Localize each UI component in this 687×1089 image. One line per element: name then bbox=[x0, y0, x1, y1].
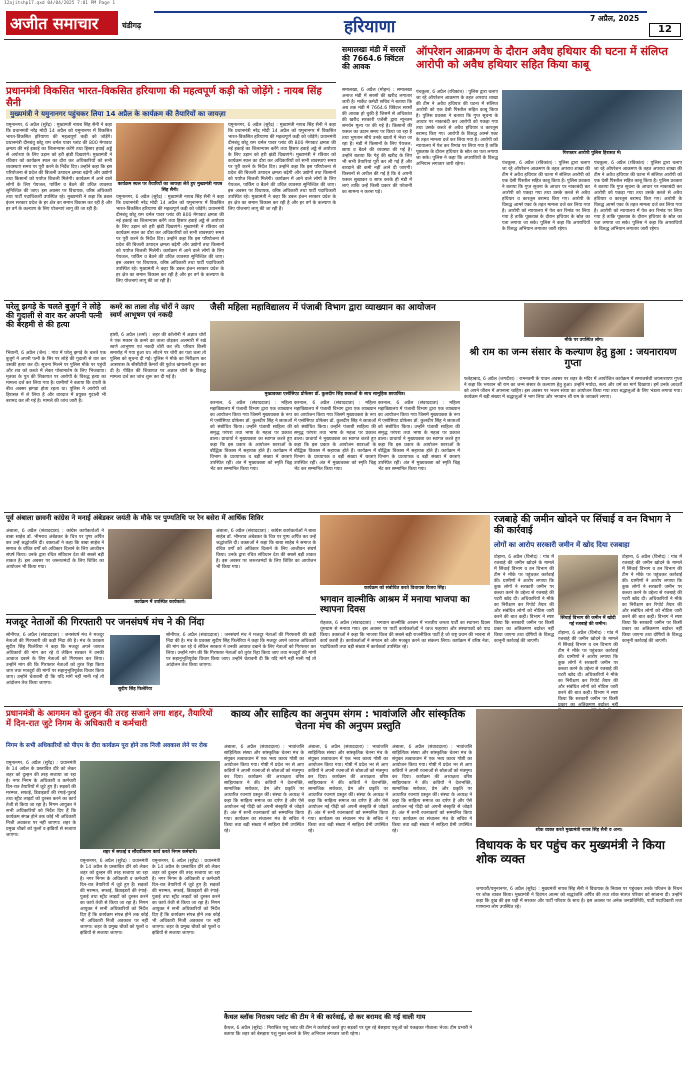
college-story bbox=[210, 303, 460, 508]
shriram-story bbox=[464, 303, 682, 508]
print-slug: 12ajitshp17.qxd 04/04/2025 7:01 PM Page 1 bbox=[4, 1, 116, 6]
pm-visit-body-col3: यमुनानगर, 6 अप्रैल (सुरेंद्र) : प्रधानमंत्री के 14 अप्रैल के प्रस्तावित दौरे को लेकर शहर को दुल्हन की तरह सजाया जा रहा है। नगर निगम के अधिकारी व कर्मचारी दिन-रात तैयारियों में जुटे हुए हैं। सड़कों की मरम्मत, सफाई, डिवाइडरों की रंगाई-पुताई तथा स्ट्रीट लाइटों को दुरुस्त करने का कार्य तेजी से किया जा रहा है। निगम आयुक्त ने सभी अधिकारियों को निर्देश दिए हैं कि कार्यक्रम संपन्न होने तक कोई भी अधिकारी निजी अवकाश पर नहीं जाएगा। शहर के प्रमुख चौकों को फूलों व झंडियों से सजाया जाएगा। bbox=[152, 859, 220, 936]
bjp-story bbox=[320, 515, 490, 702]
pm-visit-photo-caption: शहर में सफाई व सौंदर्यीकरण कार्य करते निगम कर्मचारी। bbox=[80, 850, 220, 857]
divider-row2 bbox=[4, 512, 683, 513]
theft-headline: कमरे का ताला तोड़ चोरों ने उड़ाए स्वर्ण आभूषण एवं नकदी bbox=[110, 303, 195, 320]
land-subhead: लोगों का आरोप सरकारी जमीन में खोद दिया रजबाहा bbox=[494, 541, 630, 549]
masthead bbox=[4, 9, 683, 37]
shriram-headline: श्री राम का जन्म संसार के कल्याण हेतु हुआ : जयनारायण गुप्ता bbox=[469, 347, 677, 370]
land-photo bbox=[558, 555, 618, 615]
page-number: 12 bbox=[649, 23, 681, 37]
murder-story bbox=[6, 303, 106, 508]
poetry-body-col1: अंबाला, 6 अप्रैल (संवाददाता) : भावांजलि साहित्यिक संस्था और सांस्कृतिक चेतना मंच के संयुक्त तत्वावधान में एक भव्य काव्य गोष्ठी का आयोजन किया गया। गोष्ठी में प्रदेश भर से आए कवियों ने अपनी रचनाओं से श्रोताओं को मंत्रमुग्ध कर दिया। कार्यक्रम की अध्यक्षता वरिष्ठ साहित्यकार ने की। कवियों ने देशभक्ति, सामाजिक सरोकार, प्रेम और प्रकृति पर आधारित रचनाएं प्रस्तुत कीं। संस्था के अध्यक्ष ने कहा कि साहित्य समाज का दर्पण है और ऐसे आयोजन नई पीढ़ी को अपनी संस्कृति से जोड़ते हैं। अंत में सभी रचनाकारों को सम्मानित किया गया। कार्यक्रम का संचालन मंच के सचिव ने किया तथा बड़ी संख्या में साहित्य प्रेमी उपस्थित रहे। bbox=[224, 745, 304, 834]
page-date: 7 अप्रैल, 2025 bbox=[590, 14, 640, 23]
ambedkar-headline: पूर्व अंबाला छावनी कांग्रेस ने मनाई अंबेडकर जयंती के मौके पर पुण्यतिथि पर रेन बसेरा में आर्थिक शिविर bbox=[6, 514, 264, 522]
masthead-city: चंडीगढ़ bbox=[122, 21, 142, 30]
cattle-body: कैथल, 6 अप्रैल (सुरेंद्र) : निराश्रित पशु प्लांट की टीम ने कार्रवाई करते हुए सड़कों पर घूम रहे बेसहारा पशुओं को पकड़कर गौशाला भेजा। टीम प्रभारी ने बताया कि शहर को बेसहारा पशु मुक्त बनाने के लिए अभियान लगातार जारी रहेगा। bbox=[224, 1026, 472, 1037]
poetry-headline: काव्य और साहित्य का अनुपम संगम : भावांजलि और सांस्कृतिक चेतना मंच की अनुपम प्रस्तुति bbox=[230, 709, 466, 732]
college-photo-caption: मुख्यवक्ता एसोसिएट प्रोफेसर डॉ. कुलदीप सिंह छात्राओं के साथ सामूहिक छायाचित्र। bbox=[210, 392, 460, 399]
land-body-col1: टोहाना, 6 अप्रैल (विनोद) : गांव में रजबाहे की जमीन खोदने के मामले में सिंचाई विभाग व वन विभाग की टीम ने मौके पर पहुंचकर कार्रवाई की। ग्रामीणों ने आरोप लगाया कि कुछ लोगों ने सरकारी जमीन पर कब्जा करने के उद्देश्य से रजबाहे की पटरी खोद दी। अधिकारियों ने मौके का निरीक्षण कर रिपोर्ट तैयार की और संबंधित लोगों को नोटिस जारी करने की बात कही। विभाग ने स्पष्ट किया कि सरकारी जमीन पर किसी प्रकार का अतिक्रमण बर्दाश्त नहीं किया जाएगा तथा दोषियों के विरुद्ध कानूनी कार्रवाई की जाएगी। bbox=[494, 555, 554, 644]
poetry-story bbox=[224, 709, 472, 1009]
masthead-name: अजीत समाचार bbox=[10, 14, 99, 33]
pm-visit-photo bbox=[80, 761, 220, 849]
bjp-photo bbox=[320, 515, 490, 585]
labour-photo bbox=[110, 635, 160, 685]
college-headline: जैसी महिला महाविद्यालय में पंजाबी विभाग द्वारा व्याख्यान का आयोजन bbox=[210, 303, 436, 313]
bjp-body: रोहतक, 6 अप्रैल (संवाददाता) : भगवान वाल्मीकि आश्रम में भारतीय जनता पार्टी का स्थापना दिवस धूमधाम से मनाया गया। इस अवसर पर पार्टी कार्यकर्ताओं ने ध्वज फहराया और संस्थापकों को याद किया। वक्ताओं ने कहा कि भाजपा विश्व की सबसे बड़ी राजनीतिक पार्टी है जो राष्ट्र प्रथम की भावना से कार्य करती है। कार्यकर्ताओं ने संगठन को और मजबूत करने का संकल्प लिया। कार्यक्रम में वरिष्ठ नेता, पदाधिकारी तथा बड़ी संख्या में कार्यकर्ता उपस्थित रहे। bbox=[320, 621, 490, 650]
labour-body-col2: सोनीपत, 6 अप्रैल (संवाददाता) : जनसंघर्ष मंच ने मजदूर नेताओं की गिरफ्तारी की कड़ी निंदा की है। मंच के प्रवक्ता सुदीप सिंह फिलेरिया ने कहा कि मजदूर अपने जायज अधिकारों की मांग कर रहे थे लेकिन सरकार ने उनकी आवाज दबाने के लिए नेताओं को गिरफ्तार कर लिया। उन्होंने मांग की कि गिरफ्तार नेताओं को तुरंत रिहा किया जाए तथा मजदूरों की मांगों पर सहानुभूतिपूर्वक विचार किया जाए। उन्होंने चेतावनी दी कि यदि मांगें नहीं मानी गईं तो आंदोलन तेज किया जाएगा। bbox=[166, 633, 316, 668]
ambedkar-body-col1: अंबाला, 6 अप्रैल (संवाददाता) : कांग्रेस कार्यकर्ताओं ने बाबा साहेब डॉ. भीमराव अंबेडकर के चित्र पर पुष्प अर्पित कर उन्हें श्रद्धांजलि दी। वक्ताओं ने कहा कि बाबा साहेब ने समाज के वंचित वर्गों को अधिकार दिलाने के लिए आजीवन संघर्ष किया। उनके द्वारा रचित संविधान देश की सबसे बड़ी ताकत है। इस अवसर पर जरूरतमंदों के लिए शिविर का आयोजन भी किया गया। bbox=[6, 529, 104, 570]
college-body-col2: करनाल, 6 अप्रैल (संवाददाता) : महिला महाविद्यालय में पंजाबी विभाग द्वारा एक व्याख्यान का आयोजन किया गया जिसमें मुख्यवक्ता के रूप में एसोसिएट प्रोफेसर डॉ. कुलदीप सिंह ने छात्राओं को संबोधित किया। उन्होंने पंजाबी साहित्य की समृद्ध परंपरा तथा भाषा के महत्व पर प्रकाश डाला। प्राचार्या ने मुख्यवक्ता का स्वागत करते हुए कहा कि इस प्रकार के आयोजन छात्राओं के बौद्धिक विकास में सहायक होते हैं। कार्यक्रम में विभाग के प्राध्यापक व बड़ी संख्या में छात्राएं उपस्थित रहीं। अंत में मुख्यवक्ता को स्मृति चिह्न भेंट कर सम्मानित किया गया। bbox=[294, 401, 376, 472]
shriram-body: फतेहाबाद, 6 अप्रैल (जगदीश) : रामनवमी के पावन अवसर पर शहर के मंदिर में आयोजित कार्यक्रम में समाजसेवी जयनारायण गुप्ता ने कहा कि भगवान श्री राम का जन्म संसार के कल्याण हेतु हुआ। उन्होंने मर्यादा, सत्य और धर्म का मार्ग दिखाया। हमें उनके आदर्शों को अपने जीवन में अपनाना चाहिए। इस अवसर पर भजन संध्या का आयोजन किया गया तथा श्रद्धालुओं के लिए भंडारा लगाया गया। कार्यक्रम में बड़ी संख्या में श्रद्धालुओं ने भाग लिया और भगवान श्री राम के जयकारे लगाए। bbox=[464, 377, 682, 400]
college-photo bbox=[210, 321, 460, 391]
pm-visit-body-col2: यमुनानगर, 6 अप्रैल (सुरेंद्र) : प्रधानमंत्री के 14 अप्रैल के प्रस्तावित दौरे को लेकर शहर को दुल्हन की तरह सजाया जा रहा है। नगर निगम के अधिकारी व कर्मचारी दिन-रात तैयारियों में जुटे हुए हैं। सड़कों की मरम्मत, सफाई, डिवाइडरों की रंगाई-पुताई तथा स्ट्रीट लाइटों को दुरुस्त करने का कार्य तेजी से किया जा रहा है। निगम आयुक्त ने सभी अधिकारियों को निर्देश दिए हैं कि कार्यक्रम संपन्न होने तक कोई भी अधिकारी निजी अवकाश पर नहीं जाएगा। शहर के प्रमुख चौकों को फूलों व झंडियों से सजाया जाएगा। bbox=[80, 859, 148, 936]
mla-photo-caption: शोक व्यक्त करते मुख्यमंत्री नायब सिंह सैनी व अन्य। bbox=[476, 828, 682, 835]
crime-photo-caption: गिरफ्तार आरोपी पुलिस हिरासत में। bbox=[502, 151, 682, 159]
mandi-body: समालखा, 6 अप्रैल (मोहन) : समालखा अनाज मंडी में सरसों की खरीद लगातार जारी है। मार्केट कमेटी सचिव ने बताया कि अब तक मंडी में 7664.6 क्विंटल सरसों की आवक हो चुकी है जिसमें से अधिकांश की खरीद सरकारी एजेंसी द्वारा न्यूनतम समर्थन मूल्य पर की गई है। किसानों की फसल का उठान समय पर किया जा रहा है तथा भुगतान सीधे उनके खातों में भेजा जा रहा है। मंडी में किसानों के लिए पेयजल, छाया व बैठने की व्यवस्था की गई है। उन्होंने बताया कि गेहूं की खरीद के लिए भी सभी तैयारियां पूरी कर ली गई हैं और बारदाने की कमी नहीं आने दी जाएगी। किसानों से अपील की गई है कि वे अपनी फसल सुखाकर व साफ करके ही मंडी में लाएं ताकि उन्हें किसी प्रकार की परेशानी का सामना न करना पड़े। bbox=[342, 88, 412, 195]
murder-headline: घरेलू झगड़े के चलते बुजुर्ग ने लोहे की गुदाली से वार कर अपनी पत्नी की बेरहमी से की हत्या bbox=[6, 302, 103, 329]
land-story bbox=[494, 515, 682, 702]
mla-body: जगाधरी/यमुनानगर, 6 अप्रैल (सुरेंद्र) : मुख्यमंत्री नायब सिंह सैनी ने विधायक के निवास पर पहुंचकर उनके परिजन के निधन पर शोक व्यक्त किया। मुख्यमंत्री ने दिवंगत आत्मा को श्रद्धांजलि अर्पित की तथा शोक संतप्त परिवार को सांत्वना दी। उन्होंने कहा कि दुख की इस घड़ी में सरकार और पार्टी परिवार के साथ है। इस अवसर पर अनेक जनप्रतिनिधि, पार्टी पदाधिकारी तथा गणमान्य लोग उपस्थित रहे। bbox=[476, 887, 682, 910]
pm-visit-body-col1: यमुनानगर, 6 अप्रैल (सुरेंद्र) : प्रधानमंत्री के 14 अप्रैल के प्रस्तावित दौरे को लेकर शहर को दुल्हन की तरह सजाया जा रहा है। नगर निगम के अधिकारी व कर्मचारी दिन-रात तैयारियों में जुटे हुए हैं। सड़कों की मरम्मत, सफाई, डिवाइडरों की रंगाई-पुताई तथा स्ट्रीट लाइटों को दुरुस्त करने का कार्य तेजी से किया जा रहा है। निगम आयुक्त ने सभी अधिकारियों को निर्देश दिए हैं कि कार्यक्रम संपन्न होने तक कोई भी अधिकारी निजी अवकाश पर नहीं जाएगा। शहर के प्रमुख चौकों को फूलों व झंडियों से सजाया जाएगा। bbox=[6, 761, 76, 838]
mla-photo bbox=[476, 709, 682, 827]
pm-visit-subhead: निगम के सभी अधिकारियों को पीएम के दौरा कार्यक्रम पूरा होने तक निजी अवकाश लेने पर रोक bbox=[6, 743, 208, 749]
labour-body-col1: सोनीपत, 6 अप्रैल (संवाददाता) : जनसंघर्ष मंच ने मजदूर नेताओं की गिरफ्तारी की कड़ी निंदा की है। मंच के प्रवक्ता सुदीप सिंह फिलेरिया ने कहा कि मजदूर अपने जायज अधिकारों की मांग कर रहे थे लेकिन सरकार ने उनकी आवाज दबाने के लिए नेताओं को गिरफ्तार कर लिया। उन्होंने मांग की कि गिरफ्तार नेताओं को तुरंत रिहा किया जाए तथा मजदूरों की मांगों पर सहानुभूतिपूर्वक विचार किया जाए। उन्होंने चेतावनी दी कि यदि मांगें नहीं मानी गईं तो आंदोलन तेज किया जाएगा। bbox=[6, 633, 104, 686]
bjp-headline: भगवान वाल्मीकि आश्रम में मनाया भाजपा का स्थापना दिवस bbox=[320, 595, 470, 616]
divider-row3 bbox=[4, 706, 683, 707]
murder-body: भिवानी, 6 अप्रैल (जैन) : गांव में घरेलू झगड़े के चलते एक बुजुर्ग ने अपनी पत्नी के सिर पर लोहे की गुदाली से वार कर उसकी हत्या कर दी। सूचना मिलने पर पुलिस मौके पर पहुंची और शव को कब्जे में लेकर पोस्टमार्टम के लिए भिजवाया। मृतका के पुत्र की शिकायत पर आरोपी के विरुद्ध हत्या का मामला दर्ज कर लिया गया है। ग्रामीणों ने बताया कि दंपती के बीच अक्सर झगड़ा होता रहता था। पुलिस ने आरोपी को हिरासत में ले लिया है और वारदात में प्रयुक्त गुदाली भी बरामद कर ली गई है। मामले की जांच जारी है। bbox=[6, 351, 106, 404]
college-body-col3: करनाल, 6 अप्रैल (संवाददाता) : महिला महाविद्यालय में पंजाबी विभाग द्वारा एक व्याख्यान का आयोजन किया गया जिसमें मुख्यवक्ता के रूप में एसोसिएट प्रोफेसर डॉ. कुलदीप सिंह ने छात्राओं को संबोधित किया। उन्होंने पंजाबी साहित्य की समृद्ध परंपरा तथा भाषा के महत्व पर प्रकाश डाला। प्राचार्या ने मुख्यवक्ता का स्वागत करते हुए कहा कि इस प्रकार के आयोजन छात्राओं के बौद्धिक विकास में सहायक होते हैं। कार्यक्रम में विभाग के प्राध्यापक व बड़ी संख्या में छात्राएं उपस्थित रहीं। अंत में मुख्यवक्ता को स्मृति चिह्न भेंट कर सम्मानित किया गया। bbox=[378, 401, 460, 472]
crime-body-col1: पंचकूला, 6 अप्रैल (रविकांत) : पुलिस द्वारा चलाए जा रहे ऑपरेशन आक्रमण के तहत अपराध शाखा की टीम ने अवैध हथियार की घटना में संलिप्त आरोपी को एक देसी पिस्तौल सहित काबू किया है। पुलिस प्रवक्ता ने बताया कि गुप्त सूचना के आधार पर नाकाबंदी कर आरोपी को पकड़ा गया तथा उसके कब्जे से अवैध हथियार व कारतूस बरामद किए गए। आरोपी के विरुद्ध आर्म्स एक्ट के तहत मामला दर्ज कर लिया गया है। आरोपी को न्यायालय में पेश कर रिमांड पर लिया गया है ताकि पूछताछ के दौरान हथियार के स्रोत का पता लगाया जा सके। पुलिस ने कहा कि अपराधियों के विरुद्ध अभियान लगातार जारी रहेगा। bbox=[416, 90, 498, 167]
crime-body-col3: पंचकूला, 6 अप्रैल (रविकांत) : पुलिस द्वारा चलाए जा रहे ऑपरेशन आक्रमण के तहत अपराध शाखा की टीम ने अवैध हथियार की घटना में संलिप्त आरोपी को एक देसी पिस्तौल सहित काबू किया है। पुलिस प्रवक्ता ने बताया कि गुप्त सूचना के आधार पर नाकाबंदी कर आरोपी को पकड़ा गया तथा उसके कब्जे से अवैध हथियार व कारतूस बरामद किए गए। आरोपी के विरुद्ध आर्म्स एक्ट के तहत मामला दर्ज कर लिया गया है। आरोपी को न्यायालय में पेश कर रिमांड पर लिया गया है ताकि पूछताछ के दौरान हथियार के स्रोत का पता लगाया जा सके। पुलिस ने कहा कि अपराधियों के विरुद्ध अभियान लगातार जारी रहेगा। bbox=[594, 161, 683, 232]
cattle-story bbox=[224, 1011, 472, 1086]
crime-headline: ऑपरेशन आक्रमण के दौरान अवैध हथियार की घटना में संलिप्त आरोपी को अवैध हथियार सहित किया काबू bbox=[416, 45, 668, 71]
lead-headline: प्रधानमंत्री विकसित भारत-विकसित हरियाणा की महत्वपूर्ण कड़ी को जोड़ेंगे : नायब सिंह सैनी bbox=[6, 86, 322, 109]
mla-story bbox=[476, 709, 682, 1085]
labour-headline: मजदूर नेताओं की गिरफ्तारी पर जनसंघर्ष मंच ने की निंदा bbox=[6, 617, 205, 628]
cattle-headline: कैथल ब्लॉक निराश्रय प्लांट की टीम ने की कार्रवाई, दो कर बरामद की गई वाली गाय bbox=[224, 1013, 426, 1021]
land-body-col3: टोहाना, 6 अप्रैल (विनोद) : गांव में रजबाहे की जमीन खोदने के मामले में सिंचाई विभाग व वन विभाग की टीम ने मौके पर पहुंचकर कार्रवाई की। ग्रामीणों ने आरोप लगाया कि कुछ लोगों ने सरकारी जमीन पर कब्जा करने के उद्देश्य से रजबाहे की पटरी खोद दी। अधिकारियों ने मौके का निरीक्षण कर रिपोर्ट तैयार की और संबंधित लोगों को नोटिस जारी करने की बात कही। विभाग ने स्पष्ट किया कि सरकारी जमीन पर किसी प्रकार का अतिक्रमण बर्दाश्त नहीं किया जाएगा तथा दोषियों के विरुद्ध कानूनी कार्रवाई की जाएगी। bbox=[622, 555, 682, 644]
lead-photo-caption: कार्यक्रम स्थल पर तैयारियों का जायज़ा लेते हुए मुख्यमंत्री नायब सिंह सैनी। bbox=[117, 182, 223, 193]
masthead-divider bbox=[4, 39, 683, 40]
theft-body: हांसी, 6 अप्रैल (शर्मा) : शहर की कॉलोनी में अज्ञात चोरों ने एक मकान के कमरे का ताला तोड़कर अलमारी में रखे स्वर्ण आभूषण एवं नकदी चोरी कर ली। परिवार किसी समारोह में गया हुआ था। लौटने पर चोरी का पता चला तो पुलिस को सूचना दी गई। पुलिस ने मौके का निरीक्षण कर आसपास के सीसीटीवी कैमरों की फुटेज खंगालनी शुरू कर दी है। पीड़ित की शिकायत पर अज्ञात चोरों के विरुद्ध मामला दर्ज कर जांच शुरू कर दी गई है। bbox=[110, 333, 206, 380]
ambedkar-photo-caption: कार्यक्रम में उपस्थित कार्यकर्ता। bbox=[108, 600, 212, 607]
bjp-photo-caption: कार्यक्रम को संबोधित करते विधायक विजय सिंह। bbox=[320, 586, 490, 593]
lead-photo bbox=[116, 123, 224, 181]
land-headline: रजबाहे की जमीन खोदने पर सिंचाई व वन विभाग ने की कार्रवाई bbox=[494, 514, 671, 536]
lead-subhead: मुख्यमंत्री ने यमुनानगर पहुंचकर लिया 14 अप्रैल के कार्यक्रम की तैयारियों का जायज़ा bbox=[10, 110, 226, 118]
land-body-col2: टोहाना, 6 अप्रैल (विनोद) : गांव में रजबाहे की जमीन खोदने के मामले में सिंचाई विभाग व वन विभाग की टीम ने मौके पर पहुंचकर कार्रवाई की। ग्रामीणों ने आरोप लगाया कि कुछ लोगों ने सरकारी जमीन पर कब्जा करने के उद्देश्य से रजबाहे की पटरी खोद दी। अधिकारियों ने मौके का निरीक्षण कर रिपोर्ट तैयार की और संबंधित लोगों को नोटिस जारी करने की बात कही। विभाग ने स्पष्ट किया कि सरकारी जमीन पर किसी bbox=[558, 631, 618, 702]
pm-visit-headline: प्रधानमंत्री के आगमन को दुल्हन की तरह सजाने लगा शहर, तैयारियों में दिन-रात जुटे निगम के अधिकारी व कर्मचारी bbox=[6, 708, 213, 728]
mandi-headline: समालखा मंडी में सरसों की 7664.6 क्विंटल की आवक bbox=[342, 45, 406, 72]
lead-body-col3: यमुनानगर, 6 अप्रैल (सुरेंद्र) : मुख्यमंत्री नायब सिंह सैनी ने कहा कि प्रधानमंत्री नरेंद्र मोदी 14 अप्रैल को यमुनानगर में विकसित भारत-विकसित हरियाणा की महत्वपूर्ण कड़ी को जोड़ेंगे। प्रधानमंत्री दीनबंधु छोटू राम थर्मल पावर प्लांट की 800 मेगावाट क्षमता की नई इकाई का शिलान्यास करेंगे तथा हिसार हवाई अड्डे से अयोध्या के लिए उड़ान को हरी झंडी दिखाएंगे। मुख्यमंत्री ने रविवार को कार्यक्रम स्थल का दौरा कर अधिकारियों को सभी व्यवस्थाएं समय पर पूरी करने के निर्देश दिए। उन्होंने कहा कि इस परियोजना से प्रदेश की बिजली उत्पादन क्षमता बढ़ेगी और उद्योगों तथा किसानों को पर्याप्त बिजली मिलेगी। कार्यक्रम में आने वाले लोगों के लिए पेयजल, पार्किंग व बैठने की उचित व्यवस्था सुनिश्चित की जाए। इस अवसर पर विधायक, वरिष्ठ अधिकारी तथा पार्टी पदाधिकारी उपस्थित रहे। मुख्यमंत्री ने कहा कि डबल इंजन सरकार प्रदेश के हर क्षेत्र का समान विकास कर रही है और हर वर्ग के कल्याण के लिए योजनाएं लागू की जा रही हैं। bbox=[228, 123, 336, 212]
mandi-story bbox=[340, 44, 412, 296]
lead-story bbox=[6, 82, 336, 284]
crime-story bbox=[416, 44, 682, 296]
mla-headline: विधायक के घर पहुंच कर मुख्यमंत्री ने किया शोक व्यक्त bbox=[476, 838, 665, 866]
ambedkar-photo bbox=[108, 529, 212, 599]
ambedkar-body-col2: अंबाला, 6 अप्रैल (संवाददाता) : कांग्रेस कार्यकर्ताओं ने बाबा साहेब डॉ. भीमराव अंबेडकर के चित्र पर पुष्प अर्पित कर उन्हें श्रद्धांजलि दी। वक्ताओं ने कहा कि बाबा साहेब ने समाज के वंचित वर्गों को अधिकार दिलाने के लिए आजीवन संघर्ष किया। उनके द्वारा रचित संविधान देश की सबसे बड़ी ताकत है। इस अवसर पर जरूरतमंदों के लिए शिविर का आयोजन भी किया गया। bbox=[216, 529, 316, 570]
theft-story bbox=[110, 303, 206, 508]
divider-row1 bbox=[4, 300, 683, 301]
college-body-col1: करनाल, 6 अप्रैल (संवाददाता) : महिला महाविद्यालय में पंजाबी विभाग द्वारा एक व्याख्यान का आयोजन किया गया जिसमें मुख्यवक्ता के रूप में एसोसिएट प्रोफेसर डॉ. कुलदीप सिंह ने छात्राओं को संबोधित किया। उन्होंने पंजाबी साहित्य की समृद्ध परंपरा तथा भाषा के महत्व पर प्रकाश डाला। प्राचार्या ने मुख्यवक्ता का स्वागत करते हुए कहा कि इस प्रकार के आयोजन छात्राओं के बौद्धिक विकास में सहायक होते हैं। कार्यक्रम में विभाग के प्राध्यापक व बड़ी संख्या में छात्राएं उपस्थित रहीं। अंत में मुख्यवक्ता को स्मृति चिह्न भेंट कर सम्मानित किया गया। bbox=[210, 401, 292, 472]
poetry-body-col3: अंबाला, 6 अप्रैल (संवाददाता) : भावांजलि साहित्यिक संस्था और सांस्कृतिक चेतना मंच के संयुक्त तत्वावधान में एक भव्य काव्य गोष्ठी का आयोजन किया गया। गोष्ठी में प्रदेश भर से आए कवियों ने अपनी रचनाओं से श्रोताओं को मंत्रमुग्ध कर दिया। कार्यक्रम की अध्यक्षता वरिष्ठ साहित्यकार ने की। कवियों ने देशभक्ति, सामाजिक सरोकार, प्रेम और प्रकृति पर आधारित रचनाएं प्रस्तुत कीं। संस्था के अध्यक्ष ने कहा कि साहित्य समाज का दर्पण है और ऐसे आयोजन नई पीढ़ी को अपनी संस्कृति से जोड़ते हैं। अंत में सभी रचनाकारों को सम्मानित किया गया। कार्यक्रम का संचालन मंच के सचिव ने किया तथा बड़ी संख्या में साहित्य प्रेमी उपस्थित रहे। bbox=[392, 745, 472, 834]
crime-photo bbox=[502, 90, 682, 150]
masthead-rule bbox=[154, 11, 647, 13]
shriram-photo-caption: मौके पर उपस्थित लोग। bbox=[524, 338, 644, 345]
lead-body-col1: यमुनानगर, 6 अप्रैल (सुरेंद्र) : मुख्यमंत्री नायब सिंह सैनी ने कहा कि प्रधानमंत्री नरेंद्र मोदी 14 अप्रैल को यमुनानगर में विकसित भारत-विकसित हरियाणा की महत्वपूर्ण कड़ी को जोड़ेंगे। प्रधानमंत्री दीनबंधु छोटू राम थर्मल पावर प्लांट की 800 मेगावाट क्षमता की नई इकाई का शिलान्यास करेंगे तथा हिसार हवाई अड्डे से अयोध्या के लिए उड़ान को हरी झंडी दिखाएंगे। मुख्यमंत्री ने रविवार को कार्यक्रम स्थल का दौरा कर अधिकारियों को सभी व्यवस्थाएं समय पर पूरी करने के निर्देश दिए। उन्होंने कहा कि इस परियोजना से प्रदेश की बिजली उत्पादन क्षमता बढ़ेगी और उद्योगों तथा किसानों को पर्याप्त बिजली मिलेगी। कार्यक्रम में आने वाले लोगों के लिए पेयजल, पार्किंग व बैठने की उचित व्यवस्था सुनिश्चित की जाए। इस अवसर पर विधायक, वरिष्ठ अधिकारी तथा पार्टी पदाधिकारी उपस्थित रहे। मुख्यमंत्री ने कहा कि डबल इंजन सरकार प्रदेश के हर क्षेत्र का समान विकास कर रही है और हर वर्ग के कल्याण के लिए योजनाएं लागू की जा रही हैं। bbox=[6, 123, 112, 212]
crime-body-col2: पंचकूला, 6 अप्रैल (रविकांत) : पुलिस द्वारा चलाए जा रहे ऑपरेशन आक्रमण के तहत अपराध शाखा की टीम ने अवैध हथियार की घटना में संलिप्त आरोपी को एक देसी पिस्तौल सहित काबू किया है। पुलिस प्रवक्ता ने बताया कि गुप्त सूचना के आधार पर नाकाबंदी कर आरोपी को पकड़ा गया तथा उसके कब्जे से अवैध हथियार व कारतूस बरामद किए गए। आरोपी के विरुद्ध आर्म्स एक्ट के तहत मामला दर्ज कर लिया गया है। आरोपी को न्यायालय में पेश कर रिमांड पर लिया गया है ताकि पूछताछ के दौरान हथियार के स्रोत का पता लगाया जा सके। पुलिस ने कहा कि अपराधियों के विरुद्ध अभियान लगातार जारी रहेगा। bbox=[502, 161, 591, 232]
section-title: हरियाणा bbox=[344, 17, 396, 37]
shriram-photo bbox=[524, 303, 644, 337]
lead-body-col2: यमुनानगर, 6 अप्रैल (सुरेंद्र) : मुख्यमंत्री नायब सिंह सैनी ने कहा कि प्रधानमंत्री नरेंद्र मोदी 14 अप्रैल को यमुनानगर में विकसित भारत-विकसित हरियाणा की महत्वपूर्ण कड़ी को जोड़ेंगे। प्रधानमंत्री दीनबंधु छोटू राम थर्मल पावर प्लांट की 800 मेगावाट क्षमता की नई इकाई का शिलान्यास करेंगे तथा हिसार हवाई अड्डे से अयोध्या के लिए उड़ान को हरी झंडी दिखाएंगे। मुख्यमंत्री ने रविवार को कार्यक्रम स्थल का दौरा कर अधिकारियों को सभी व्यवस्थाएं समय पर पूरी करने के निर्देश दिए। उन्होंने कहा कि इस परियोजना से प्रदेश की बिजली उत्पादन क्षमता बढ़ेगी और उद्योगों तथा किसानों को पर्याप्त बिजली मिलेगी। कार्यक्रम में आने वाले लोगों के लिए पेयजल, पार्किंग व बैठने की उचित व्यवस्था सुनिश्चित की जाए। इस अवसर पर विधायक, वरिष्ठ अधिकारी तथा पार्टी पदाधिकारी उपस्थित रहे। मुख्यमंत्री ने कहा कि डबल इंजन सरकार प्रदेश के हर क्षेत्र का समान विकास कर रही है और हर वर्ग के कल्याण के लिए योजनाएं लागू की जा रही हैं। bbox=[116, 195, 224, 284]
pm-visit-story bbox=[6, 709, 220, 1085]
poetry-body-col2: अंबाला, 6 अप्रैल (संवाददाता) : भावांजलि साहित्यिक संस्था और सांस्कृतिक चेतना मंच के संयुक्त तत्वावधान में एक भव्य काव्य गोष्ठी का आयोजन किया गया। गोष्ठी में प्रदेश भर से आए कवियों ने अपनी रचनाओं से श्रोताओं को मंत्रमुग्ध कर दिया। कार्यक्रम की अध्यक्षता वरिष्ठ साहित्यकार ने की। कवियों ने देशभक्ति, सामाजिक सरोकार, प्रेम और प्रकृति पर आधारित रचनाएं प्रस्तुत कीं। संस्था के अध्यक्ष ने कहा कि साहित्य समाज का दर्पण है और ऐसे आयोजन नई पीढ़ी को अपनी संस्कृति से जोड़ते हैं। अंत में सभी रचनाकारों को सम्मानित किया गया। कार्यक्रम का संचालन मंच के सचिव ने किया तथा बड़ी संख्या में साहित्य प्रेमी उपस्थित रहे। bbox=[308, 745, 388, 834]
labour-photo-caption: सुदीप सिंह फिलेरिया bbox=[106, 687, 164, 694]
land-photo-caption: सिंचाई विभाग की जमीन में खोदी गई रजबाहे की जमीन। bbox=[558, 616, 618, 629]
labour-story bbox=[6, 614, 316, 703]
ambedkar-story bbox=[6, 515, 316, 611]
